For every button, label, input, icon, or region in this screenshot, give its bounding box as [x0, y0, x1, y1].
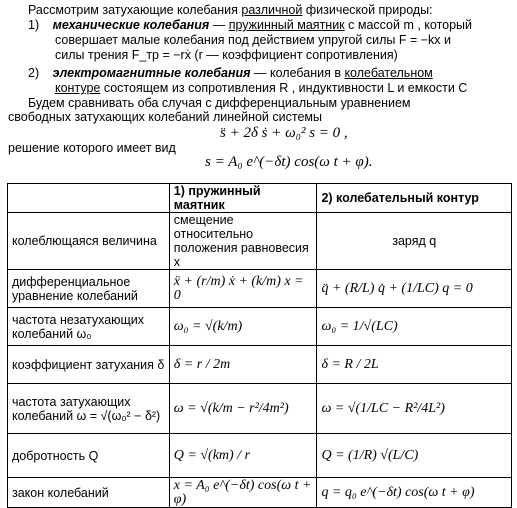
- item-2-line-1: [28, 66, 433, 80]
- paragraph-line-2: свободных затухающих колебаний линейной системы: [8, 110, 322, 124]
- item-2-underlined-2: контуре: [55, 81, 101, 95]
- row-label: дифференциальное уравнение колебаний: [8, 270, 170, 308]
- row-pendulum-value: смещение относительно положения равновесия x: [169, 213, 317, 270]
- table-row: [8, 384, 512, 434]
- row-label: закон колебаний: [8, 478, 170, 508]
- item-1-term: механические колебания: [52, 18, 210, 32]
- table-row: [8, 478, 512, 508]
- item-1-line-2: совершает малые колебания под действием упругой силы F = −kx и: [55, 33, 452, 47]
- table-header-circuit: 2) колебательный контур: [317, 184, 512, 213]
- row-pendulum-formula: ω = √(k/m − r²/4m²): [169, 384, 317, 434]
- table-row: [8, 270, 512, 308]
- row-label: частота затухающих колебаний ω = √(ω₀² − δ²): [8, 384, 170, 434]
- table-header-empty: [8, 184, 170, 213]
- table-row: [8, 346, 512, 384]
- row-circuit-formula: q̈ + (R/L) q̇ + (1/LC) q = 0: [317, 270, 512, 308]
- intro-line-1: [28, 3, 433, 17]
- item-1-rest: с массой m , который: [344, 18, 473, 32]
- item-1-underlined: пружинный маятник: [228, 18, 345, 32]
- item-2-underlined: колебательном: [344, 66, 433, 80]
- table-header-row: [8, 184, 512, 213]
- table-row: [8, 308, 512, 346]
- item-1-number: 1): [28, 18, 40, 32]
- paragraph-line-1: Будем сравнивать оба случая с дифференциальным уравнением: [28, 96, 411, 110]
- row-circuit-formula: Q = (1/R) √(L/C): [317, 434, 512, 478]
- item-2-line-2: [55, 81, 467, 95]
- intro-underlined: различной: [241, 3, 303, 17]
- row-pendulum-formula: Q = √(km) / r: [169, 434, 317, 478]
- paragraph-line-3: решение которого имеет вид: [8, 141, 176, 155]
- item-2-rest: — колебания в: [250, 66, 345, 80]
- item-2-term: электромагнитные колебания: [52, 66, 251, 80]
- row-circuit-value: заряд q: [317, 213, 512, 270]
- item-1-dash: —: [209, 18, 229, 32]
- equation-solution: s = A₀ e^(−δt) cos(ω t + φ).: [205, 154, 373, 170]
- row-circuit-formula: ω = √(1/LC − R²/4L²): [317, 384, 512, 434]
- row-label: колеблющаяся величина: [8, 213, 170, 270]
- row-pendulum-formula: δ = r / 2m: [169, 346, 317, 384]
- row-pendulum-formula: x = A₀ e^(−δt) cos(ω t + φ): [169, 478, 317, 508]
- item-2-number: 2): [28, 66, 40, 80]
- row-label: добротность Q: [8, 434, 170, 478]
- table-header-pendulum: 1) пружинный маятник: [169, 184, 317, 213]
- item-2-rest-2: состоящем из сопротивления R , индуктивности L и емкости C: [100, 81, 468, 95]
- item-1-line-3: силы трения F_тр = −rẋ (r — коэффициент сопротивления): [55, 48, 398, 62]
- row-label: частота незатухающих колебаний ω₀: [8, 308, 170, 346]
- table-row: [8, 213, 512, 270]
- equation-differential: s̈ + 2δ ṡ + ω₀² s = 0 ,: [220, 125, 348, 141]
- comparison-table: [7, 183, 512, 508]
- row-label: коэффициент затухания δ: [8, 346, 170, 384]
- row-circuit-formula: q = q₀ e^(−δt) cos(ω t + φ): [317, 478, 512, 508]
- intro-text: Рассмотрим затухающие колебания: [28, 3, 242, 17]
- item-1-line-1: [28, 18, 472, 32]
- row-pendulum-formula: ẍ + (r/m) ẋ + (k/m) x = 0: [169, 270, 317, 308]
- row-pendulum-formula: ω₀ = √(k/m): [169, 308, 317, 346]
- intro-text-end: физической природы:: [302, 3, 433, 17]
- row-circuit-formula: δ = R / 2L: [317, 346, 512, 384]
- row-circuit-formula: ω₀ = 1/√(LC): [317, 308, 512, 346]
